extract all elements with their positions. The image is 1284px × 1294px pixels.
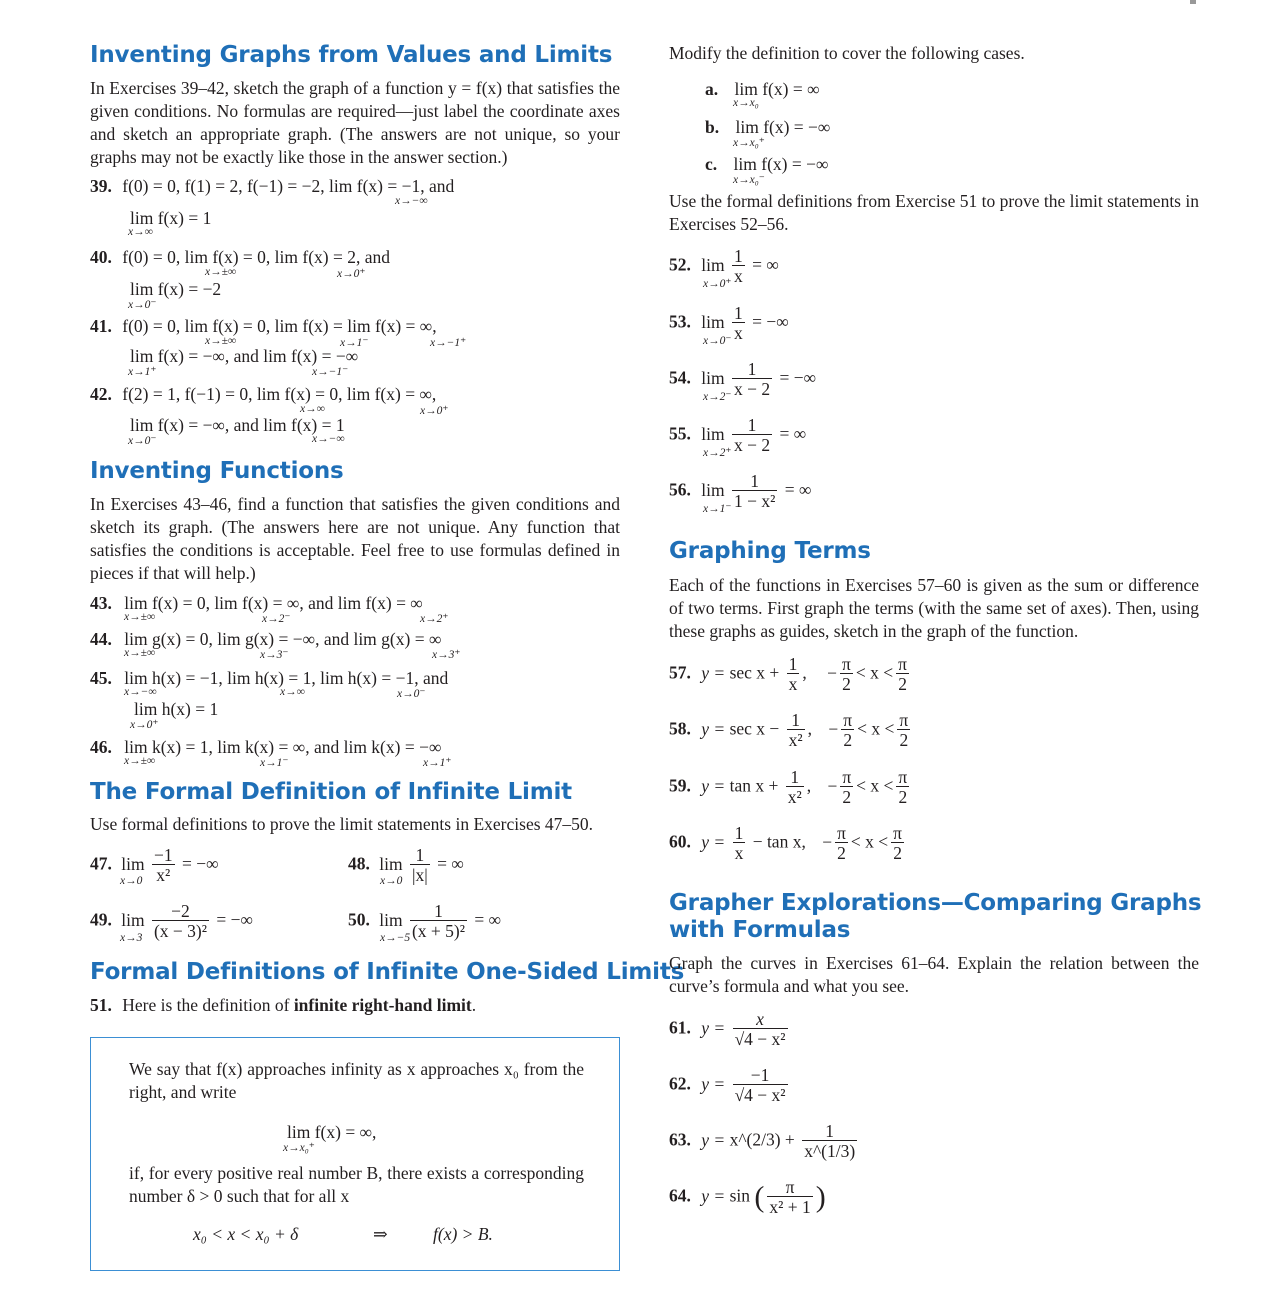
limit-subscript: x→0⁺: [130, 719, 159, 731]
limit-subscript: x→3⁺: [432, 649, 461, 661]
lim-word: lim: [701, 254, 725, 275]
fraction: [786, 768, 804, 807]
comma: ,: [802, 662, 807, 683]
limit-subscript: x→0⁻: [128, 435, 157, 447]
numerator: 1: [734, 823, 744, 843]
limit-subscript: x→0: [120, 875, 143, 887]
term: x^(2/3) +: [729, 1129, 795, 1150]
denominator: x²: [152, 864, 175, 885]
denominator: (x − 3)²: [153, 921, 207, 941]
lim-word: lim: [121, 909, 145, 930]
exercise-59: [669, 768, 912, 807]
y-equals: y =: [701, 775, 726, 796]
y-equals: y =: [701, 1073, 726, 1094]
denominator: 2: [897, 729, 910, 750]
y-equals: y =: [701, 1185, 726, 1206]
fraction: [732, 416, 772, 455]
exercise-54: [669, 360, 816, 399]
numerator: π: [785, 1177, 795, 1197]
fraction: [840, 655, 853, 694]
case-text: lim f(x) = ∞: [734, 79, 820, 99]
definition-box: [90, 1037, 620, 1271]
exercise-number: 63.: [669, 1129, 691, 1150]
lim-word: lim: [379, 909, 403, 930]
exercise-number: 45.: [90, 668, 112, 688]
limit-subscript: x→0⁻: [397, 688, 426, 700]
paragraph-57-60-intro: Each of the functions in Exercises 57–60 is given as the sum or difference of two terms. First graph the terms (with the same set of axes). Then, using these graphs as guides, sketch in the graph of the function.: [669, 575, 1199, 641]
denominator: |x|: [411, 865, 428, 885]
heading-inventing-functions: Inventing Functions: [90, 458, 344, 484]
term: tan x +: [729, 775, 779, 796]
exercise-number: 46.: [90, 737, 112, 757]
lim-word: lim: [701, 479, 725, 500]
exercise-60: [669, 824, 907, 863]
exercise-49: [90, 902, 253, 941]
fraction: [732, 247, 745, 286]
fraction: [891, 824, 904, 863]
neg-sign: −: [827, 662, 838, 683]
comma: ,: [806, 775, 812, 796]
limit-subscript: x→0⁻: [128, 299, 157, 311]
exercise-number: 51.: [90, 995, 112, 1015]
exercise-text: Here is the definition of: [122, 995, 294, 1015]
fraction: [787, 711, 805, 750]
lim-word: lim: [701, 423, 725, 444]
fraction: [896, 655, 909, 694]
numerator: π: [899, 710, 909, 730]
term: sin: [729, 1185, 751, 1206]
box-implication-left: x₀ < x < x₀ + δ: [193, 1224, 299, 1244]
limit-subscript: x→2⁺: [420, 613, 449, 625]
denominator: 2: [835, 842, 848, 863]
paragraph-43-46-intro: In Exercises 43–46, find a function that satisfies the given conditions and sketch its graph. (The answers here are not unique. Any function that satisfies the conditions is acceptable. Feel free to use formulas defined in pieces if that will help.): [90, 494, 620, 583]
numerator: −2: [171, 901, 190, 921]
limit-result: = ∞: [779, 423, 807, 444]
limit-subscript: x→0: [380, 875, 403, 887]
denominator: 2: [840, 673, 853, 694]
exercise-text: lim h(x) = −1, lim h(x) = 1, lim h(x) = −1, and: [124, 668, 449, 688]
limit-result: = ∞: [474, 909, 502, 930]
lim-word: lim: [701, 311, 725, 332]
heading-graphing-terms: Graphing Terms: [669, 538, 871, 564]
limit-subscript: x→±∞: [124, 755, 156, 767]
numerator: 1: [750, 471, 760, 491]
limit-result: = −∞: [752, 311, 789, 332]
denominator: x: [788, 674, 798, 694]
exercise-41-line1: [90, 316, 437, 337]
numerator: 1: [733, 246, 743, 266]
exercise-number: 56.: [669, 479, 691, 500]
exercise-42-line1: [90, 384, 436, 405]
limit-subscript: x→1⁺: [423, 757, 452, 769]
exercise-number: 39.: [90, 176, 112, 196]
limit-subscript: x→2⁻: [262, 613, 291, 625]
lim-word: lim: [701, 367, 725, 388]
term: − tan x,: [752, 831, 806, 852]
heading-inventing-graphs: Inventing Graphs from Values and Limits: [90, 42, 613, 68]
heading-grapher-explorations: Grapher Explorations—Comparing Graphs: [669, 890, 1202, 916]
denominator: x² + 1: [769, 1197, 811, 1217]
fraction: [787, 655, 800, 694]
box-text-2: if, for every positive real number B, there exists a corresponding number δ > 0 such that for all x: [129, 1163, 584, 1206]
limit-result: = −∞: [181, 853, 219, 874]
exercise-number: 50.: [348, 909, 370, 930]
exercise-number: 49.: [90, 909, 112, 930]
limit-subscript: x→±∞: [124, 647, 156, 659]
limit-subscript: x→±∞: [124, 611, 156, 623]
exercise-number: 59.: [669, 775, 691, 796]
limit-subscript: x→x₀: [733, 97, 759, 109]
exercise-51: [90, 995, 476, 1016]
exercise-text-bold: infinite right-hand limit: [293, 995, 472, 1015]
exercise-text: f(0) = 0, lim f(x) = 0, lim f(x) = lim f(x) = ∞,: [122, 316, 437, 336]
numerator: π: [893, 823, 903, 843]
numerator: −1: [153, 845, 173, 865]
case-label: c.: [705, 154, 718, 174]
exercise-number: 42.: [90, 384, 112, 404]
limit-subscript: x→−1⁻: [312, 366, 349, 378]
limit-subscript: x→2⁺: [703, 447, 732, 459]
limit-result: = ∞: [437, 853, 464, 874]
inequality: < x <: [855, 662, 894, 683]
exercise-number: 64.: [669, 1185, 691, 1206]
fraction: [841, 711, 854, 750]
y-equals: y =: [701, 662, 726, 683]
limit-subscript: x→1⁻: [260, 757, 289, 769]
implies-symbol: ⇒: [373, 1224, 388, 1244]
fraction: [840, 768, 853, 807]
close-paren: ): [815, 1180, 826, 1214]
heading-grapher-explorations-line2: with Formulas: [669, 917, 851, 943]
exercise-63: [669, 1122, 860, 1161]
exercise-40-line1: [90, 247, 390, 268]
fraction: [410, 902, 467, 941]
numerator: 1: [747, 359, 757, 379]
exercise-47: [90, 846, 219, 885]
exercise-45-line2: lim h(x) = 1: [134, 699, 219, 719]
exercise-number: 58.: [669, 718, 691, 739]
box-implication-right: f(x) > B.: [433, 1224, 493, 1244]
box-limit-statement: lim f(x) = ∞,: [287, 1122, 377, 1142]
paragraph-61-64-intro: Graph the curves in Exercises 61–64. Explain the relation between the curve’s formula and what you see.: [669, 953, 1199, 996]
numerator: π: [842, 767, 852, 787]
numerator: π: [898, 654, 907, 674]
inequality: < x <: [856, 775, 894, 796]
denominator: 2: [896, 673, 909, 694]
limit-result: = −∞: [216, 909, 253, 930]
limit-subscript: x→−1⁺: [430, 337, 467, 349]
denominator: √4 − x²: [734, 1085, 786, 1105]
exercise-58: [669, 711, 913, 750]
lim-word: lim: [121, 853, 145, 874]
limit-subscript: x→±∞: [205, 335, 237, 347]
numerator: 1: [791, 710, 801, 730]
exercise-text: lim k(x) = 1, lim k(x) = ∞, and lim k(x) = −∞: [124, 737, 442, 757]
numerator: 1: [434, 901, 443, 921]
neg-sign: −: [827, 775, 838, 796]
page-corner-mark: [1190, 0, 1196, 4]
exercise-number: 52.: [669, 254, 691, 275]
exercise-number: 57.: [669, 662, 691, 683]
inequality: < x <: [850, 831, 889, 852]
y-equals: y =: [701, 1129, 726, 1150]
fraction: [410, 846, 430, 885]
exercise-number: 54.: [669, 367, 691, 388]
lim-word: lim: [379, 853, 403, 874]
exercise-text: lim g(x) = 0, lim g(x) = −∞, and lim g(x) = ∞: [124, 629, 442, 649]
exercise-61: [669, 1010, 791, 1049]
heading-formal-definitions-one-sided: Formal Definitions of Infinite One-Sided Limits: [90, 959, 685, 985]
paragraph-modify-definition: Modify the definition to cover the following cases.: [669, 43, 1025, 63]
exercise-39-line2: lim f(x) = 1: [130, 208, 212, 228]
numerator: π: [842, 654, 851, 674]
limit-subscript: x→0⁺: [337, 268, 366, 280]
y-equals: y =: [701, 1017, 726, 1038]
case-label: a.: [705, 79, 719, 99]
limit-subscript: x→3⁻: [260, 649, 289, 661]
exercise-number: 62.: [669, 1073, 691, 1094]
fraction: [767, 1178, 812, 1217]
numerator: 1: [788, 654, 798, 674]
exercise-48: [348, 846, 464, 885]
exercise-number: 60.: [669, 831, 691, 852]
exercise-text: f(0) = 0, lim f(x) = 0, lim f(x) = 2, and: [122, 247, 390, 267]
exercise-text: lim f(x) = 0, lim f(x) = ∞, and lim f(x) = ∞: [124, 593, 423, 613]
exercise-number: 53.: [669, 311, 691, 332]
fraction: [152, 846, 175, 885]
exercise-40-line2: lim f(x) = −2: [130, 279, 222, 299]
exercise-62: [669, 1066, 791, 1105]
limit-subscript: x→x₀⁺: [283, 1142, 315, 1154]
denominator: x^(1/3): [804, 1141, 856, 1161]
term: sec x +: [729, 662, 780, 683]
limit-subscript: x→3: [120, 932, 143, 944]
exercise-number: 41.: [90, 316, 112, 336]
fraction: [733, 824, 746, 863]
denominator: 1 − x²: [733, 491, 776, 511]
limit-subscript: x→2⁻: [703, 391, 732, 403]
case-b: [705, 117, 830, 138]
open-paren: (: [754, 1180, 765, 1214]
exercise-42-line2: lim f(x) = −∞, and lim f(x) = 1: [130, 415, 345, 435]
denominator: 2: [840, 786, 853, 807]
limit-subscript: x→∞: [128, 226, 153, 238]
exercise-55: [669, 416, 806, 455]
limit-result: = ∞: [752, 254, 779, 275]
numerator: −1: [750, 1065, 770, 1085]
limit-subscript: x→∞: [300, 403, 325, 415]
fraction: [733, 1066, 788, 1105]
exercise-number: 40.: [90, 247, 112, 267]
case-a: [705, 79, 820, 100]
limit-subscript: x→0⁻: [703, 335, 732, 347]
neg-sign: −: [828, 718, 839, 739]
fraction: [732, 472, 777, 511]
limit-subscript: x→1⁻: [340, 337, 369, 349]
denominator: 2: [896, 786, 909, 807]
denominator: 2: [891, 842, 904, 863]
neg-sign: −: [822, 831, 833, 852]
limit-subscript: x→1⁻: [703, 503, 732, 515]
numerator: 1: [790, 767, 800, 787]
exercise-39-line1: [90, 176, 454, 197]
exercise-text: f(0) = 0, f(1) = 2, f(−1) = −2, lim f(x) = −1, and: [122, 176, 455, 196]
exercise-text: f(2) = 1, f(−1) = 0, lim f(x) = 0, lim f(x) = ∞,: [122, 384, 437, 404]
exercise-number: 55.: [669, 423, 691, 444]
numerator: 1: [825, 1121, 835, 1141]
numerator: π: [843, 710, 853, 730]
y-equals: y =: [701, 831, 726, 852]
exercise-number: 44.: [90, 629, 112, 649]
comma: ,: [807, 718, 813, 739]
term: sec x −: [729, 718, 780, 739]
limit-subscript: x→0⁺: [703, 278, 732, 290]
fraction: [835, 824, 848, 863]
denominator: x − 2: [733, 379, 771, 399]
limit-subscript: x→−∞: [395, 195, 428, 207]
limit-subscript: x→±∞: [205, 266, 237, 278]
numerator: x: [756, 1009, 764, 1029]
limit-subscript: x→x₀⁻: [733, 174, 765, 186]
exercise-57: [669, 655, 912, 694]
limit-subscript: x→0⁺: [420, 405, 449, 417]
limit-subscript: x→∞: [280, 686, 305, 698]
inequality: < x <: [857, 718, 895, 739]
fraction: [802, 1122, 857, 1161]
paragraph-47-50-intro: Use formal definitions to prove the limit statements in Exercises 47–50.: [90, 814, 594, 834]
limit-subscript: x→−5: [380, 932, 411, 944]
denominator: (x + 5)²: [411, 921, 465, 941]
fraction: [896, 768, 909, 807]
denominator: 2: [841, 729, 854, 750]
case-text: lim f(x) = −∞: [735, 117, 831, 137]
numerator: π: [898, 767, 908, 787]
denominator: x − 2: [733, 435, 771, 455]
paragraph-52-56-intro: Use the formal definitions from Exercise 51 to prove the limit statements in Exercises 52–56.: [669, 191, 1199, 234]
denominator: x: [734, 843, 744, 863]
paragraph-39-42-intro: In Exercises 39–42, sketch the graph of a function y = f(x) that satisfies the given conditions. No formulas are required—just label the coordinate axes and sketch an appropriate graph. (The answers are not unique, so your graphs may not be exactly like those in the answer section.): [90, 78, 620, 167]
fraction: [897, 711, 910, 750]
denominator: √4 − x²: [734, 1029, 786, 1049]
fraction: [732, 360, 772, 399]
numerator: 1: [415, 845, 425, 865]
numerator: 1: [733, 303, 743, 323]
denominator: x²: [787, 787, 802, 807]
limit-subscript: x→x₀⁺: [733, 137, 765, 149]
limit-subscript: x→−∞: [124, 686, 157, 698]
case-c: [705, 154, 828, 175]
denominator: x: [733, 323, 743, 343]
exercise-number: 61.: [669, 1017, 691, 1038]
y-equals: y =: [701, 718, 726, 739]
limit-result: = −∞: [779, 367, 817, 388]
exercise-50: [348, 902, 501, 941]
period: .: [471, 995, 477, 1015]
exercise-41-line2: lim f(x) = −∞, and lim f(x) = −∞: [130, 346, 359, 366]
limit-subscript: x→1⁺: [128, 366, 157, 378]
exercise-56: [669, 472, 811, 511]
case-text: lim f(x) = −∞: [733, 154, 829, 174]
fraction: [732, 304, 745, 343]
fraction: [152, 902, 209, 941]
fraction: [733, 1010, 788, 1049]
exercise-number: 47.: [90, 853, 112, 874]
numerator: 1: [747, 415, 757, 435]
heading-formal-definition-infinite-limit: The Formal Definition of Infinite Limit: [90, 779, 572, 805]
exercise-number: 43.: [90, 593, 112, 613]
box-text-1: We say that f(x) approaches infinity as x approaches x₀ from the right, and write: [129, 1059, 584, 1102]
exercise-number: 48.: [348, 853, 370, 874]
numerator: π: [837, 823, 846, 843]
case-label: b.: [705, 117, 720, 137]
denominator: x²: [788, 730, 803, 750]
limit-subscript: x→−∞: [312, 433, 345, 445]
exercise-64: [669, 1178, 826, 1217]
limit-result: = ∞: [784, 479, 812, 500]
denominator: x: [733, 266, 743, 286]
